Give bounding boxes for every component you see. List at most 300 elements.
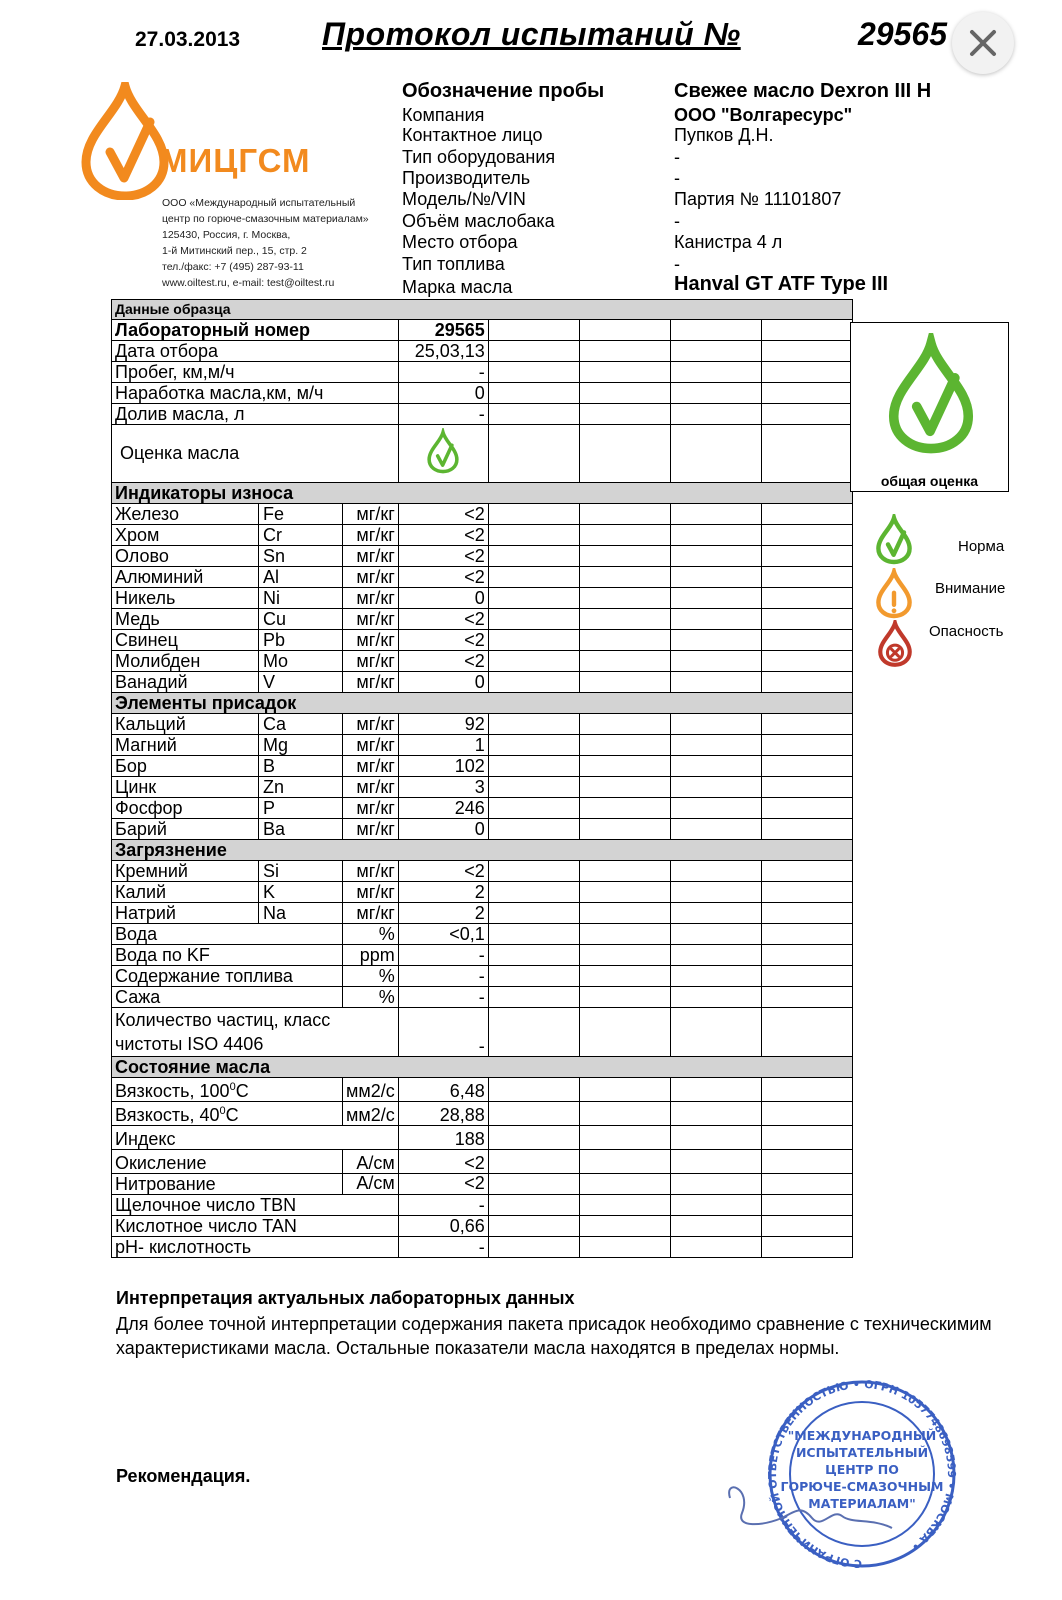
empty-cell xyxy=(488,651,579,672)
stamp-line: ИСПЫТАТЕЛЬНЫЙ xyxy=(795,1445,929,1460)
empty-cell xyxy=(761,525,852,546)
section-title: Индикаторы износа xyxy=(112,483,853,504)
contamination-rows xyxy=(112,861,853,924)
info-value: Партия № 11101807 xyxy=(674,189,842,209)
empty-cell xyxy=(579,651,670,672)
empty-cell xyxy=(670,882,761,903)
info-label: Обозначение пробы xyxy=(402,80,605,102)
row-unit: А/см xyxy=(343,1174,399,1195)
empty-cell xyxy=(761,630,852,651)
row-unit: мг/кг xyxy=(343,861,399,882)
legend-warning-icon xyxy=(876,568,912,620)
row-label: Медь xyxy=(112,609,259,630)
org-line: центр по горюче-смазочным материалам» xyxy=(162,213,369,225)
empty-cell xyxy=(488,903,579,924)
empty-cell xyxy=(670,672,761,693)
empty-cell xyxy=(670,630,761,651)
row-value: - xyxy=(398,987,488,1008)
additive-rows xyxy=(112,714,853,840)
row-unit: % xyxy=(343,966,399,987)
row-label: Вода по KF xyxy=(112,945,343,966)
info-label: Компания xyxy=(402,105,485,125)
row-element: V xyxy=(259,672,343,693)
empty-cell xyxy=(579,714,670,735)
empty-cell xyxy=(579,630,670,651)
empty-cell xyxy=(761,567,852,588)
assessment-cell xyxy=(398,425,488,483)
empty-cell xyxy=(579,504,670,525)
label-tail: C xyxy=(225,1105,239,1125)
row-label: Железо xyxy=(112,504,259,525)
table-row xyxy=(112,609,853,630)
table-row xyxy=(112,546,853,567)
row-unit: мг/кг xyxy=(343,546,399,567)
overall-label: общая оценка xyxy=(880,473,979,489)
info-value: - xyxy=(674,211,680,231)
row-value: <2 xyxy=(398,546,488,567)
table-header: Данные образца xyxy=(112,300,853,320)
info-label: Производитель xyxy=(402,168,531,188)
empty-cell xyxy=(761,735,852,756)
table-row xyxy=(112,1174,853,1195)
empty-cell xyxy=(670,588,761,609)
protocol-number: 29565 xyxy=(858,16,947,52)
empty-cell xyxy=(488,861,579,882)
degree-sup: 0 xyxy=(219,1105,226,1117)
table-row xyxy=(112,1195,853,1216)
row-value: 102 xyxy=(398,756,488,777)
table-row xyxy=(112,320,853,341)
table-row xyxy=(112,819,853,840)
section-header xyxy=(112,840,853,861)
table-row xyxy=(112,966,853,987)
table-row xyxy=(112,798,853,819)
empty-cell xyxy=(579,735,670,756)
empty-cell xyxy=(670,525,761,546)
empty-cell xyxy=(761,672,852,693)
empty-cell xyxy=(488,777,579,798)
label-text: Вязкость, 100 xyxy=(115,1081,230,1101)
row-element: Si xyxy=(259,861,343,882)
empty-cell xyxy=(761,882,852,903)
empty-cell xyxy=(761,546,852,567)
info-value: ООО "Волгаресурс" xyxy=(674,105,853,125)
empty-cell xyxy=(579,609,670,630)
empty-cell xyxy=(579,798,670,819)
empty-cell xyxy=(761,903,852,924)
row-value: 25,03,13 xyxy=(398,341,488,362)
row-unit: мг/кг xyxy=(343,819,399,840)
row-value: 0 xyxy=(398,819,488,840)
table-row xyxy=(112,1216,853,1237)
row-label: pH- кислотность xyxy=(112,1237,399,1258)
label-text: Вязкость, 40 xyxy=(115,1105,220,1125)
row-unit: мг/кг xyxy=(343,672,399,693)
row-value: <2 xyxy=(398,1174,488,1195)
interpretation-text: Для более точной интерпретации содержания пакета присадок необходимо сравнение с техническимим характеристиками масла. Остальные показатели масла находятся в пределах нормы. xyxy=(116,1314,992,1358)
empty-cell xyxy=(579,525,670,546)
section-header xyxy=(112,1057,853,1078)
row-value: - xyxy=(398,1237,488,1258)
overall-assessment xyxy=(850,322,1009,492)
row-value: - xyxy=(398,945,488,966)
row-label: Калий xyxy=(112,882,259,903)
table-row xyxy=(112,341,853,362)
table-row xyxy=(112,924,853,945)
row-value: 92 xyxy=(398,714,488,735)
empty-cell xyxy=(670,546,761,567)
row-value: <2 xyxy=(398,651,488,672)
logo-wordmark: МИЦГСМ xyxy=(160,142,311,179)
empty-cell xyxy=(761,777,852,798)
table-row xyxy=(112,861,853,882)
info-value: Пупков Д.Н. xyxy=(674,125,774,145)
wear-rows xyxy=(112,504,853,693)
table-row xyxy=(112,525,853,546)
row-value: 28,88 xyxy=(398,1102,488,1126)
row-label: Нитрование xyxy=(112,1174,343,1195)
empty-cell xyxy=(761,819,852,840)
empty-cell xyxy=(670,609,761,630)
empty-cell xyxy=(579,819,670,840)
row-value: 0,66 xyxy=(398,1216,488,1237)
section-header xyxy=(112,693,853,714)
row-value: <2 xyxy=(398,1150,488,1174)
table-row xyxy=(112,630,853,651)
row-unit: мг/кг xyxy=(343,567,399,588)
empty-cell xyxy=(761,609,852,630)
row-unit: мг/кг xyxy=(343,735,399,756)
row-value: <2 xyxy=(398,630,488,651)
row-value: 188 xyxy=(398,1126,488,1150)
green-check-drop-icon xyxy=(427,428,459,476)
row-value: 29565 xyxy=(398,320,488,341)
row-value: 0 xyxy=(398,672,488,693)
org-line: ООО «Международный испытательный xyxy=(162,197,356,209)
row-label: Сажа xyxy=(112,987,343,1008)
empty-cell xyxy=(579,861,670,882)
row-value: <2 xyxy=(398,567,488,588)
empty-cell xyxy=(488,546,579,567)
empty-cell xyxy=(488,735,579,756)
stamp-line: ГОРЮЧЕ-СМАЗОЧНЫМ xyxy=(780,1479,944,1494)
table-row xyxy=(112,987,853,1008)
info-label: Контактное лицо xyxy=(402,125,543,145)
legend-norm: Норма xyxy=(958,538,1005,555)
results-table xyxy=(111,299,853,1258)
row-unit: мм2/с xyxy=(343,1078,399,1102)
row-unit: % xyxy=(343,987,399,1008)
row-label: Вода xyxy=(112,924,343,945)
empty-cell xyxy=(670,798,761,819)
empty-cell xyxy=(670,714,761,735)
row-unit: мг/кг xyxy=(343,714,399,735)
table-row xyxy=(112,903,853,924)
empty-cell xyxy=(761,798,852,819)
org-line: тел./факс: +7 (495) 287-93-11 xyxy=(162,261,304,273)
row-value: - xyxy=(398,1008,488,1057)
empty-cell xyxy=(670,861,761,882)
row-value: <2 xyxy=(398,525,488,546)
row-unit: мг/кг xyxy=(343,609,399,630)
table-row xyxy=(112,651,853,672)
empty-cell xyxy=(670,903,761,924)
row-label: Алюминий xyxy=(112,567,259,588)
row-label: Магний xyxy=(112,735,259,756)
stamp-line: ЦЕНТР ПО xyxy=(825,1462,899,1477)
row-unit: мг/кг xyxy=(343,882,399,903)
row-unit: мг/кг xyxy=(343,525,399,546)
section-title: Состояние масла xyxy=(112,1057,853,1078)
recommendation-title: Рекомендация. xyxy=(116,1466,251,1486)
row-unit: мг/кг xyxy=(343,903,399,924)
empty-cell xyxy=(579,588,670,609)
info-label: Объём маслобака xyxy=(402,211,555,231)
row-element: Zn xyxy=(259,777,343,798)
row-element: Al xyxy=(259,567,343,588)
row-value: - xyxy=(398,362,488,383)
row-label: Натрий xyxy=(112,903,259,924)
row-value: 1 xyxy=(398,735,488,756)
row-value: 0 xyxy=(398,588,488,609)
empty-cell xyxy=(761,651,852,672)
row-label: Индекс xyxy=(112,1126,399,1150)
row-unit: мг/кг xyxy=(343,651,399,672)
page-title: Протокол испытаний № xyxy=(322,16,741,52)
table-row xyxy=(112,735,853,756)
empty-cell xyxy=(670,819,761,840)
empty-cell xyxy=(670,777,761,798)
row-element: Mg xyxy=(259,735,343,756)
row-value: 2 xyxy=(398,882,488,903)
row-unit: мг/кг xyxy=(343,504,399,525)
row-label: Никель xyxy=(112,588,259,609)
row-label: Барий xyxy=(112,819,259,840)
row-label: Кремний xyxy=(112,861,259,882)
row-element: Mo xyxy=(259,651,343,672)
row-value: <2 xyxy=(398,861,488,882)
empty-cell xyxy=(488,525,579,546)
legend-danger-icon xyxy=(878,620,912,668)
row-label: Лабораторный номер xyxy=(112,320,399,341)
org-line: www.oiltest.ru, e-mail: test@oiltest.ru xyxy=(162,277,335,289)
table-row xyxy=(112,756,853,777)
row-label: Свинец xyxy=(112,630,259,651)
row-label: Содержание топлива xyxy=(112,966,343,987)
empty-cell xyxy=(579,756,670,777)
table-header-row xyxy=(112,300,853,320)
empty-cell xyxy=(488,630,579,651)
row-element: Cu xyxy=(259,609,343,630)
empty-cell xyxy=(488,882,579,903)
empty-cell xyxy=(670,567,761,588)
empty-cell xyxy=(670,756,761,777)
row-unit: мг/кг xyxy=(343,798,399,819)
info-value: - xyxy=(674,147,680,167)
row-unit: А/см xyxy=(343,1150,399,1174)
row-label: Фосфор xyxy=(112,798,259,819)
empty-cell xyxy=(488,672,579,693)
row-label: Бор xyxy=(112,756,259,777)
table-row xyxy=(112,672,853,693)
assessment-label: Оценка масла xyxy=(112,425,399,483)
empty-cell xyxy=(761,504,852,525)
empty-cell xyxy=(579,567,670,588)
empty-cell xyxy=(670,735,761,756)
stamp-ring-text: С ОГРАНИЧЕННОЙ ОТВЕТСТВЕННОСТЬЮ • ОГРН 1057748698599 • МОСКВА • xyxy=(766,1378,959,1571)
empty-cell xyxy=(488,609,579,630)
table-row xyxy=(112,504,853,525)
empty-cell xyxy=(670,651,761,672)
empty-cell xyxy=(670,504,761,525)
row-element: Fe xyxy=(259,504,343,525)
row-element: Pb xyxy=(259,630,343,651)
info-value: - xyxy=(674,254,680,274)
section-title: Элементы присадок xyxy=(112,693,853,714)
table-row xyxy=(112,1126,853,1150)
row-unit: мг/кг xyxy=(343,777,399,798)
row-label: Пробег, км,м/ч xyxy=(112,362,399,383)
empty-cell xyxy=(579,903,670,924)
row-unit: мг/кг xyxy=(343,630,399,651)
row-value: - xyxy=(398,1195,488,1216)
row-unit: % xyxy=(343,924,399,945)
row-label: чистоты ISO 4406 xyxy=(115,1034,264,1054)
row-value: <0,1 xyxy=(398,924,488,945)
org-line: 125430, Россия, г. Москва, xyxy=(162,229,291,241)
row-label xyxy=(112,1102,343,1126)
table-row xyxy=(112,714,853,735)
row-element: B xyxy=(259,756,343,777)
particles-label xyxy=(112,1008,399,1057)
table-row xyxy=(112,882,853,903)
table-row xyxy=(112,945,853,966)
info-label: Место отбора xyxy=(402,232,518,252)
row-label: Щелочное число TBN xyxy=(112,1195,399,1216)
row-label: Кальций xyxy=(112,714,259,735)
row-unit: мг/кг xyxy=(343,588,399,609)
table-row xyxy=(112,404,853,425)
row-unit: мм2/с xyxy=(343,1102,399,1126)
row-label: Олово xyxy=(112,546,259,567)
row-value: - xyxy=(398,404,488,425)
interpretation-title: Интерпретация актуальных лабораторных данных xyxy=(116,1288,575,1308)
empty-cell xyxy=(761,756,852,777)
table-row xyxy=(112,1150,853,1174)
assessment-row xyxy=(112,425,853,483)
row-element: Cr xyxy=(259,525,343,546)
row-label: Дата отбора xyxy=(112,341,399,362)
protocol-date: 27.03.2013 xyxy=(135,28,241,51)
row-label: Окисление xyxy=(112,1150,343,1174)
row-element: K xyxy=(259,882,343,903)
row-label: Молибден xyxy=(112,651,259,672)
empty-cell xyxy=(761,714,852,735)
row-element: Ni xyxy=(259,588,343,609)
table-row xyxy=(112,777,853,798)
info-label: Модель/№/VIN xyxy=(402,189,526,209)
table-row xyxy=(112,383,853,404)
row-element: Ca xyxy=(259,714,343,735)
row-value: <2 xyxy=(398,609,488,630)
empty-cell xyxy=(579,777,670,798)
row-label: Количество частиц, класс xyxy=(115,1010,331,1030)
legend-danger: Опасность xyxy=(929,623,1004,640)
stamp-line: "МЕЖДУНАРОДНЫЙ xyxy=(787,1428,937,1443)
label-tail: C xyxy=(235,1081,249,1101)
org-line: 1-й Митинский пер., 15, стр. 2 xyxy=(162,245,307,257)
row-value: 6,48 xyxy=(398,1078,488,1102)
info-value: Канистра 4 л xyxy=(674,232,783,252)
legend-norm-icon xyxy=(876,514,912,566)
close-button[interactable] xyxy=(952,12,1014,74)
drop-logo-icon xyxy=(80,82,170,200)
row-value: 3 xyxy=(398,777,488,798)
row-label: Хром xyxy=(112,525,259,546)
info-value: - xyxy=(674,168,680,188)
table-row xyxy=(112,1008,853,1057)
empty-cell xyxy=(488,588,579,609)
info-value: Свежее масло Dexron III H xyxy=(674,80,932,102)
empty-cell xyxy=(579,882,670,903)
row-element: Na xyxy=(259,903,343,924)
org-address xyxy=(162,195,369,291)
row-value: <2 xyxy=(398,504,488,525)
empty-cell xyxy=(488,756,579,777)
row-element: Ba xyxy=(259,819,343,840)
empty-cell xyxy=(488,504,579,525)
row-element: Sn xyxy=(259,546,343,567)
row-element: P xyxy=(259,798,343,819)
empty-cell xyxy=(488,819,579,840)
row-unit: ppm xyxy=(343,945,399,966)
section-header xyxy=(112,483,853,504)
table-row xyxy=(112,1237,853,1258)
row-label: Ванадий xyxy=(112,672,259,693)
row-unit: мг/кг xyxy=(343,756,399,777)
empty-cell xyxy=(488,567,579,588)
table-row xyxy=(112,1078,853,1102)
row-value: 0 xyxy=(398,383,488,404)
degree-sup: 0 xyxy=(229,1081,236,1093)
empty-cell xyxy=(579,546,670,567)
empty-cell xyxy=(761,588,852,609)
stamp-line: МАТЕРИАЛАМ" xyxy=(808,1496,916,1511)
table-row xyxy=(112,1102,853,1126)
overall-green-drop-icon xyxy=(888,333,974,459)
empty-cell xyxy=(488,714,579,735)
table-row xyxy=(112,567,853,588)
stamp-seal xyxy=(722,1378,962,1588)
row-label xyxy=(112,1078,343,1102)
info-label: Тип топлива xyxy=(402,254,505,274)
empty-cell xyxy=(488,798,579,819)
legend-warning: Внимание xyxy=(935,580,1006,597)
info-label: Тип оборудования xyxy=(402,147,556,167)
info-label: Марка масла xyxy=(402,277,513,297)
empty-cell xyxy=(579,672,670,693)
table-row xyxy=(112,588,853,609)
empty-cell xyxy=(761,861,852,882)
row-value: 246 xyxy=(398,798,488,819)
row-value: - xyxy=(398,966,488,987)
row-label: Цинк xyxy=(112,777,259,798)
section-title: Загрязнение xyxy=(112,840,853,861)
row-value: 2 xyxy=(398,903,488,924)
info-value: Hanval GT ATF Type III xyxy=(674,273,889,295)
row-label: Кислотное число TAN xyxy=(112,1216,399,1237)
close-icon xyxy=(952,12,1014,74)
